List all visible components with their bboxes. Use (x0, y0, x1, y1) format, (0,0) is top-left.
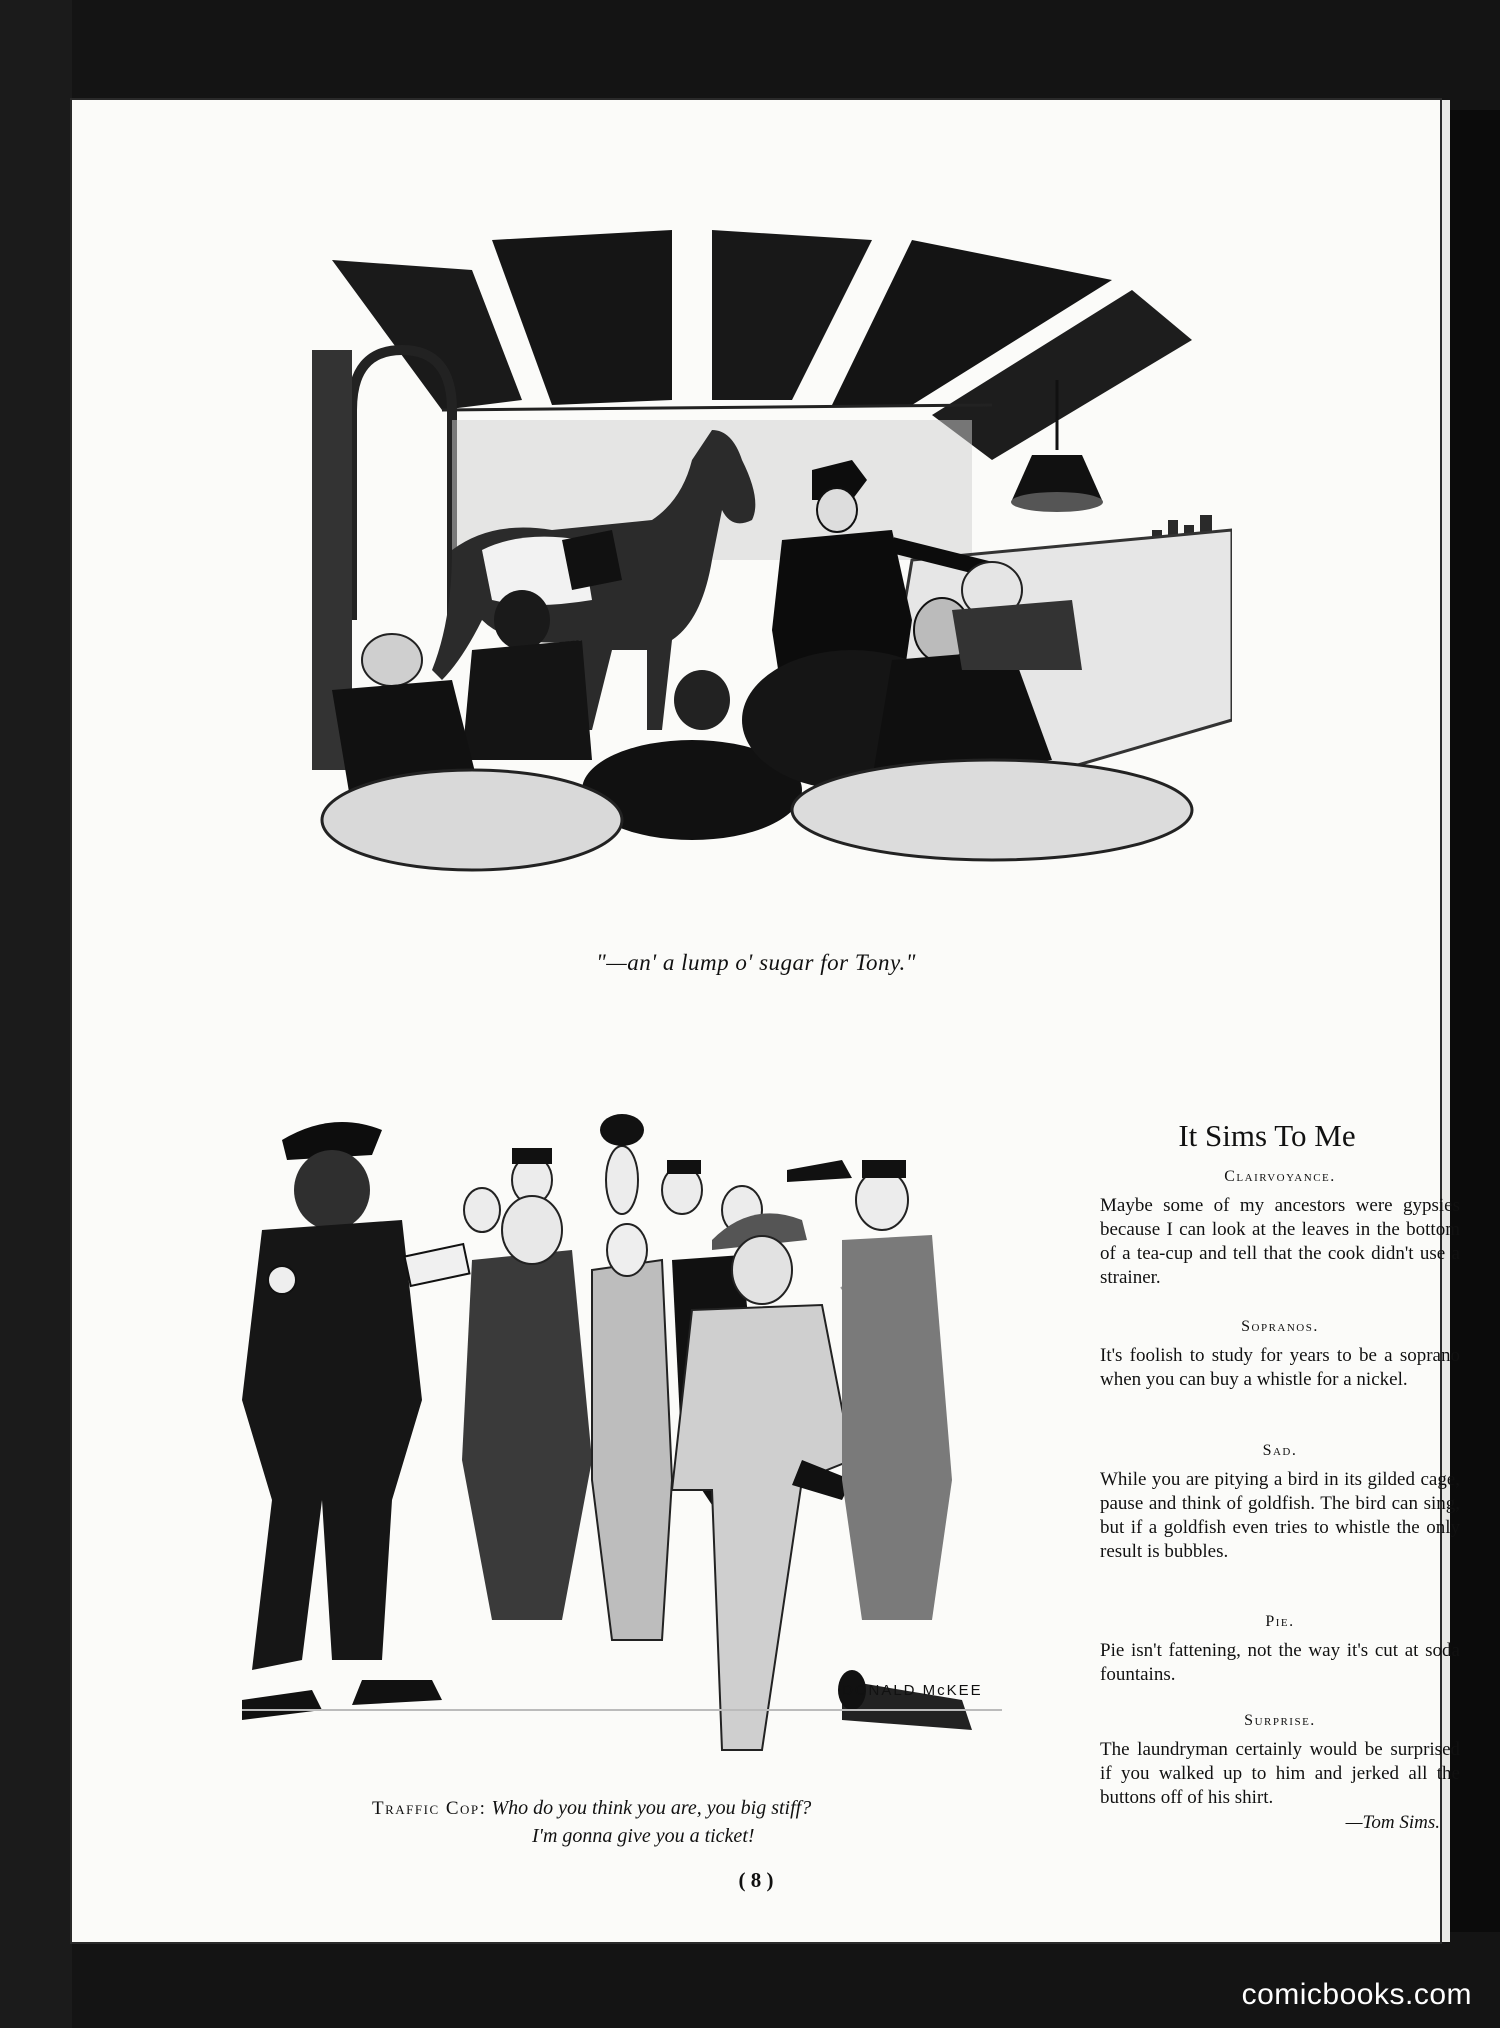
item-body: While you are pitying a bird in its gilded cage, pause and think of goldfish. The bird can sing, but if a goldfish even tries to whistle the only result is bubbles. (1100, 1469, 1460, 1562)
item-body: Pie isn't fattening, not the way it's cut at soda fountains. (1100, 1640, 1460, 1685)
column-item (1100, 1318, 1460, 1392)
top-cartoon-caption: "—an' a lump o' sugar for Tony." (596, 950, 916, 975)
caption-line-2: I'm gonna give you a ticket! (532, 1825, 755, 1847)
page-number: ( 8 ) (738, 1868, 774, 1892)
item-heading: Clairvoyance. (1224, 1168, 1336, 1185)
artist-signature: DONALD McKEE (842, 1682, 983, 1699)
magazine-page (72, 100, 1460, 1942)
item-heading: Surprise. (1244, 1712, 1316, 1729)
item-heading: Sad. (1262, 1442, 1298, 1459)
watermark: comicbooks.com (1241, 1978, 1472, 2011)
speakeasy-horse-cartoon (292, 200, 1232, 920)
bottom-cartoon-caption (372, 1797, 1072, 1847)
column-item (1100, 1613, 1460, 1687)
item-heading: Sopranos. (1241, 1318, 1319, 1335)
column-title: It Sims To Me (1178, 1118, 1356, 1153)
column-item (1100, 1712, 1460, 1834)
column-author: —Tom Sims. (1345, 1812, 1440, 1833)
item-body: The laundryman certainly would be surprised if you walked up to him and jerked all the buttons off of his shirt. (1100, 1739, 1460, 1808)
item-body: It's foolish to study for years to be a soprano when you can buy a whistle for a nickel. (1100, 1345, 1460, 1390)
column-item (1100, 1168, 1460, 1290)
item-heading: Pie. (1265, 1613, 1295, 1630)
item-body: Maybe some of my ancestors were gypsies because I can look at the leaves in the bottom of a tea-cup and tell that the cook didn't use a strainer. (1100, 1195, 1460, 1288)
left-binding-shadow (0, 0, 72, 2028)
caption-line-1: Who do you think you are, you big stiff? (491, 1797, 812, 1819)
traffic-cop-cartoon (242, 1060, 1002, 1780)
caption-speaker: Traffic Cop: (372, 1798, 487, 1819)
column-item (1100, 1442, 1460, 1564)
